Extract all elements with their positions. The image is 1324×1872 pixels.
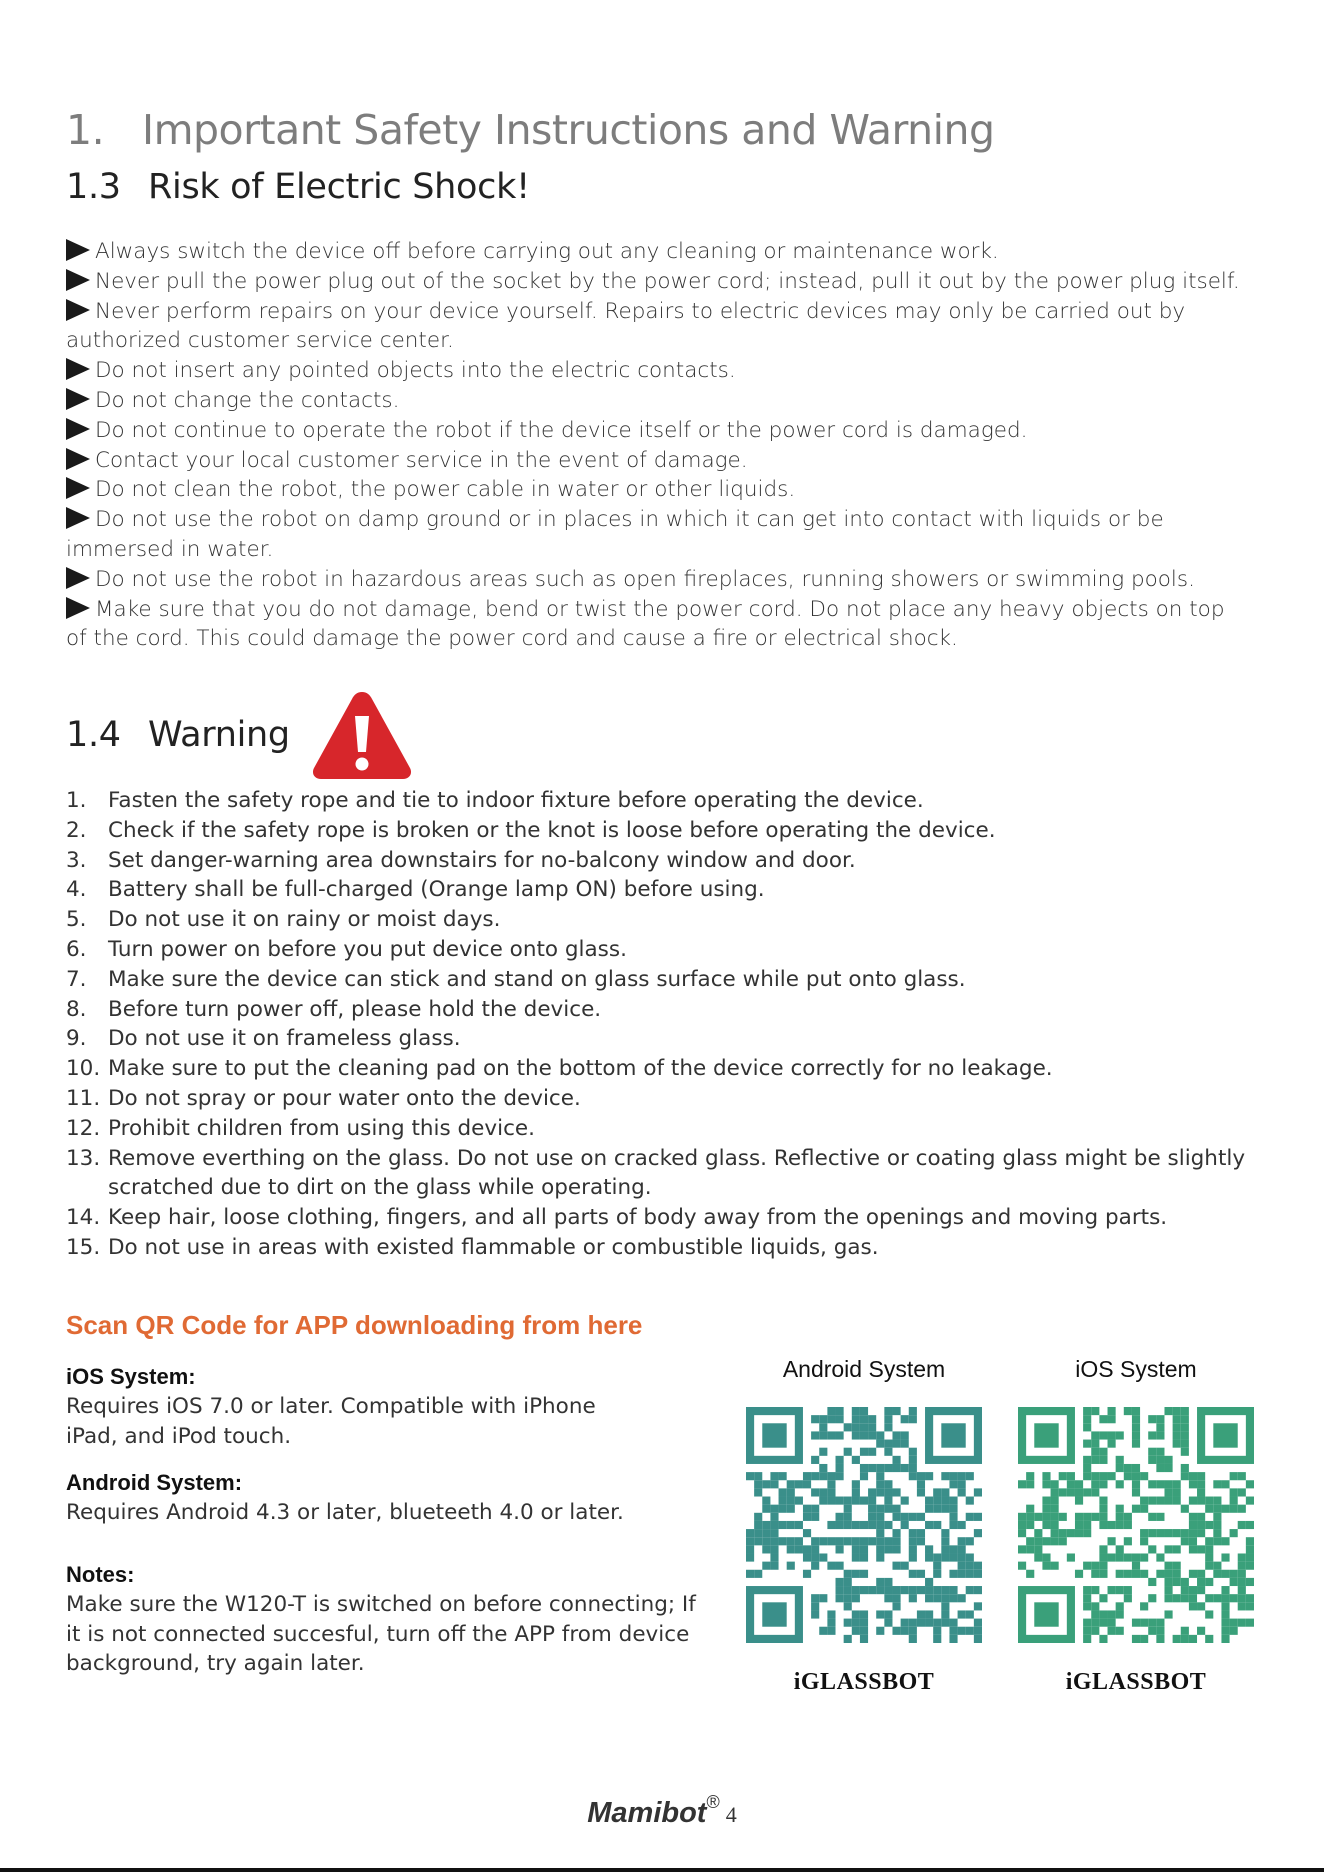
- shock-bullet-list: [66, 237, 1251, 654]
- page-footer: [0, 1792, 1324, 1830]
- section-number: 1.: [66, 106, 105, 154]
- ios-title: iOS System:: [66, 1364, 196, 1389]
- arrow-bullet-icon: [66, 418, 90, 440]
- warning-item: 5. Do not use it on rainy or moist days.: [66, 907, 501, 933]
- warning-item: 3. Set danger-warning area downstairs for no-balcony window and door.: [66, 847, 856, 873]
- warning-item: 1. Fasten the safety rope and tie to indoor fixture before operating the device.: [66, 788, 924, 813]
- section-title: Important Safety Instructions and Warning: [142, 106, 995, 154]
- warning-item: 2. Check if the safety rope is broken or the knot is loose before operating the device.: [66, 817, 996, 843]
- warning-item: 15. Do not use in areas with existed flammable or combustible liquids, gas.: [66, 1234, 879, 1260]
- android-text: Requires Android 4.3 or later, blueteeth 4.0 or later.: [66, 1499, 624, 1525]
- ios-text: Requires iOS 7.0 or later. Compatible with iPhone iPad, and iPod touch.: [66, 1393, 596, 1449]
- arrow-bullet-icon: [66, 507, 90, 529]
- ios-qr-code[interactable]: [1018, 1407, 1254, 1643]
- warning-item: 10. Make sure to put the cleaning pad on the bottom of the device correctly for no leakage.: [66, 1056, 1053, 1082]
- android-qr-block: [746, 1356, 982, 1696]
- warning-item: 8. Before turn power off, please hold the device.: [66, 996, 602, 1022]
- notes: [66, 1560, 726, 1679]
- bullet-item: Make sure that you do not damage, bend or twist the power cord. Do not place any heavy objects on top of the cord. This could damage the power cord and cause a fire or electrical shock.: [66, 596, 1225, 652]
- arrow-bullet-icon: [66, 239, 90, 261]
- warning-item: 12. Prohibit children from using this device.: [66, 1115, 535, 1141]
- subsection-heading-1-4: [66, 715, 290, 755]
- arrow-bullet-icon: [66, 299, 90, 321]
- warning-item: 4. Battery shall be full-charged (Orange lamp ON) before using.: [66, 877, 765, 903]
- bullet-item: Do not change the contacts.: [66, 386, 1251, 416]
- subsection-number: 1.3: [66, 167, 121, 207]
- arrow-bullet-icon: [66, 567, 90, 589]
- arrow-bullet-icon: [66, 269, 90, 291]
- ios-qr-label: iOS System: [1075, 1356, 1197, 1382]
- warning-list: [66, 786, 1266, 1263]
- android-qr-brand: iGLASSBOT: [793, 1669, 935, 1695]
- warning-item: 9. Do not use it on frameless glass.: [66, 1026, 461, 1052]
- android-title: Android System:: [66, 1470, 243, 1495]
- notes-title: Notes:: [66, 1562, 135, 1587]
- android-qr-label: Android System: [782, 1356, 946, 1382]
- page-number: 4: [725, 1802, 737, 1827]
- warning-item: 7. Make sure the device can stick and stand on glass surface while put onto glass.: [66, 966, 966, 992]
- footer-brand: Mamibot: [587, 1797, 707, 1829]
- arrow-bullet-icon: [66, 388, 90, 410]
- warning-item: 14. Keep hair, loose clothing, fingers, and all parts of body away from the openings and moving parts.: [66, 1205, 1168, 1231]
- bullet-item: Do not use the robot on damp ground or in places in which it can get into contact with liquids or be immersed in water.: [66, 507, 1164, 562]
- bullet-item: Never perform repairs on your device yourself. Repairs to electric devices may only be carried out by authorized customer service center.: [66, 298, 1186, 354]
- android-qr-code[interactable]: [746, 1407, 982, 1643]
- bullet-item: Do not clean the robot, the power cable in water or other liquids.: [66, 475, 1251, 505]
- arrow-bullet-icon: [66, 448, 90, 470]
- bullet-item: Always switch the device off before carrying out any cleaning or maintenance work.: [66, 237, 1251, 267]
- subsection-heading-1-3: [66, 167, 530, 207]
- qr-heading: Scan QR Code for APP downloading from here: [66, 1310, 643, 1340]
- arrow-bullet-icon: [66, 477, 90, 499]
- registered-mark: ®: [706, 1792, 720, 1812]
- section-heading: [66, 106, 995, 154]
- warning-item: 6. Turn power on before you put device onto glass.: [66, 936, 627, 962]
- warning-item: 13. Remove everthing on the glass. Do not use on cracked glass. Reflective or coating glass might be slightly scratched due to dirt on the glass while operating.: [66, 1145, 1246, 1201]
- subsection-title: Risk of Electric Shock!: [148, 167, 530, 207]
- subsection-title: Warning: [148, 715, 290, 755]
- bullet-item: Do not continue to operate the robot if the device itself or the power cord is damaged.: [66, 416, 1251, 446]
- bullet-item: Do not insert any pointed objects into the electric contacts.: [66, 356, 1251, 386]
- ios-qr-brand: iGLASSBOT: [1065, 1669, 1207, 1695]
- arrow-bullet-icon: [66, 597, 90, 619]
- android-requirements: [66, 1468, 726, 1528]
- bullet-item: Never pull the power plug out of the socket by the power cord; instead, pull it out by the power plug itself.: [66, 267, 1251, 297]
- notes-text: Make sure the W120-T is switched on before connecting; If it is not connected succesful, turn off the APP from device background, try again later.: [66, 1591, 696, 1677]
- ios-qr-block: [1018, 1356, 1254, 1696]
- warning-triangle-icon: [310, 688, 414, 782]
- ios-requirements: [66, 1362, 726, 1451]
- bullet-item: Do not use the robot in hazardous areas such as open fireplaces, running showers or swimming pools.: [66, 565, 1251, 595]
- subsection-number: 1.4: [66, 715, 121, 755]
- bottom-rule: [0, 1868, 1324, 1872]
- bullet-item: Contact your local customer service in the event of damage.: [66, 446, 1251, 476]
- warning-item: 11. Do not spray or pour water onto the device.: [66, 1085, 581, 1111]
- arrow-bullet-icon: [66, 358, 90, 380]
